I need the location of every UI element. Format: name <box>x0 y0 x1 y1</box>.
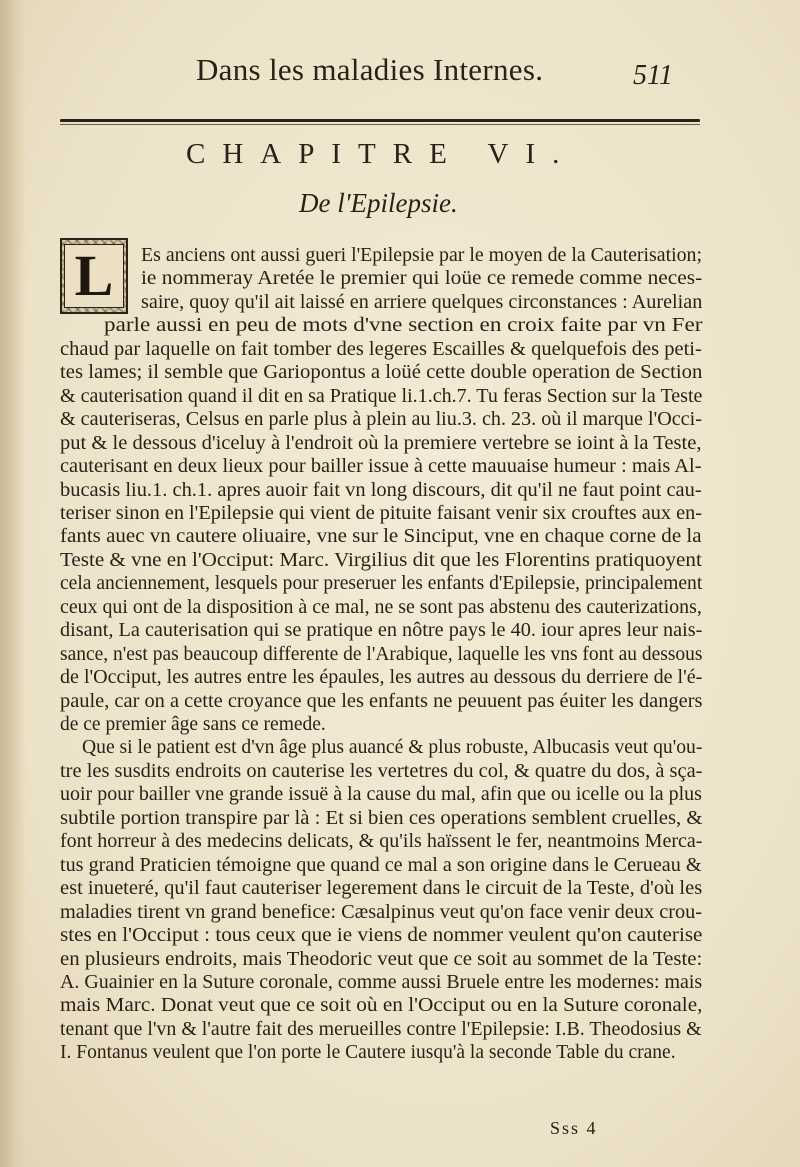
chapter-title: CHAPITRE VI. <box>186 138 577 170</box>
text-line: paule, car on a cette croyance que les enfants ne peuuent pas éuiter les dangers <box>60 690 703 712</box>
text-line: en plusieurs endroits, mais Theodoric veut que ce soit au sommet de la Teste: <box>60 948 703 970</box>
text-line: uoir pour bailler vne grande issuë à la cause du mal, afin que ou icelle ou la plus <box>60 784 702 806</box>
text-line: ceux qui ont de la disposition à ce mal, ne se sont pas abstenu des cauterizations, <box>60 596 702 618</box>
text-line: chaud par laquelle on fait tomber des legeres Escailles & quelquefois des peti- <box>60 338 702 360</box>
text-line: Es anciens ont aussi gueri l'Epilepsie par le moyen de la Cauterisation; <box>141 245 702 266</box>
text-line: stes en l'Occiput : tous ceux que ie viens de nommer veulent qu'on cauterise <box>60 925 703 947</box>
text-line: cauterisant en deux lieux pour bailler issue à cette mauuaise humeur : mais Al- <box>60 456 702 478</box>
section-title: De l'Epilepsie. <box>299 188 458 218</box>
ornamental-drop-cap <box>60 238 128 314</box>
text-line: cela anciennement, lesquels pour preseruer les enfants d'Epilepsie, principalement <box>60 573 703 595</box>
text-line: fants auec vn cautere oliuaire, vne sur le Sinciput, vne en chaque corne de la <box>60 526 702 548</box>
text-line: est inueteré, qu'il faut cauteriser legerement dans le circuit de la Teste, d'où les <box>60 878 703 900</box>
text-line: Que si le patient est d'vn âge plus auancé & plus robuste, Albucasis veut qu'ou- <box>82 737 703 759</box>
drop-cap-letter: L <box>64 244 125 308</box>
text-line: bucasis liu.1. ch.1. apres auoir fait vn long discours, dit qu'il ne faut point cau- <box>60 479 702 501</box>
text-line: tre les susdits endroits on cauterise les vertetres du col, & quatre du dos, à sça- <box>60 760 703 782</box>
text-line: A. Guainier en la Suture coronale, comme aussi Bruele entre les modernes: mais <box>60 971 703 993</box>
text-line: I. Fontanus veulent que l'on porte le Cautere iusqu'à la seconde Table du crane. <box>60 1042 676 1064</box>
text-line: put & le dessous d'iceluy à l'endroit où la premiere vertebre se ioint à la Teste, <box>60 432 702 454</box>
text-line: de l'Occiput, les autres entre les épaules, les autres au dessous du derriere de l'é- <box>60 667 703 689</box>
text-line: saire, quoy qu'il ait laissé en arriere quelques circonstances : Aurelian <box>141 291 703 313</box>
text-line: tes lames; il semble que Gariopontus a loüé cette double operation de Section <box>60 362 703 384</box>
text-line: subtile portion transpire par là : Et si bien ces operations semblent cruelles, & <box>60 807 703 829</box>
text-line: ie nommeray Aretée le premier qui loüe ce remede comme neces- <box>141 268 703 290</box>
signature-mark: Sss 4 <box>550 1118 598 1138</box>
header-rule-fine <box>60 124 700 125</box>
text-line: mais Marc. Donat veut que ce soit où en l'Occiput ou en la Suture coronale, <box>60 995 703 1017</box>
text-line: maladies tirent vn grand benefice: Cæsalpinus veut qu'on face venir deux crou- <box>60 901 703 923</box>
text-line: de ce premier âge sans ce remede. <box>60 714 326 735</box>
text-line: teriser sinon en l'Epilepsie qui vient de pituite faisant venir six crouftes aux en- <box>60 502 703 524</box>
header-rule <box>60 119 700 122</box>
text-line: Teste & vne en l'Occiput: Marc. Virgilius dit que les Florentins pratiquoyent <box>60 549 702 571</box>
text-line: & cauteriseras, Celsus en parle plus à plein au liu.3. ch. 23. où il marque l'Occi- <box>60 409 702 431</box>
text-line: & cauterisation quand il dit en sa Pratique li.1.ch.7. Tu feras Section sur la Teste <box>60 385 703 407</box>
text-line: tenant que l'vn & l'autre fait des merueilles contre l'Epilepsie: I.B. Theodosius & <box>60 1018 702 1040</box>
text-line: sance, n'est pas beaucoup differente de l'Arabique, laquelle les vns font au dessous <box>60 643 703 665</box>
text-line: tus grand Praticien témoigne que quand ce mal a son origine dans le Cerueau & <box>60 854 702 876</box>
text-line: disant, La cauterisation qui se pratique en nôtre pays le 40. iour apres leur nais- <box>60 620 703 642</box>
page-gutter-shadow <box>0 0 26 1167</box>
running-head: Dans les maladies Internes. <box>196 52 544 87</box>
page-number: 511 <box>633 60 673 91</box>
text-line: font horreur à des medecins delicats, & qu'ils haïssent le fer, neantmoins Merca- <box>60 831 703 853</box>
text-line: parle aussi en peu de mots d'vne section en croix faite par vn Fer <box>104 315 703 337</box>
